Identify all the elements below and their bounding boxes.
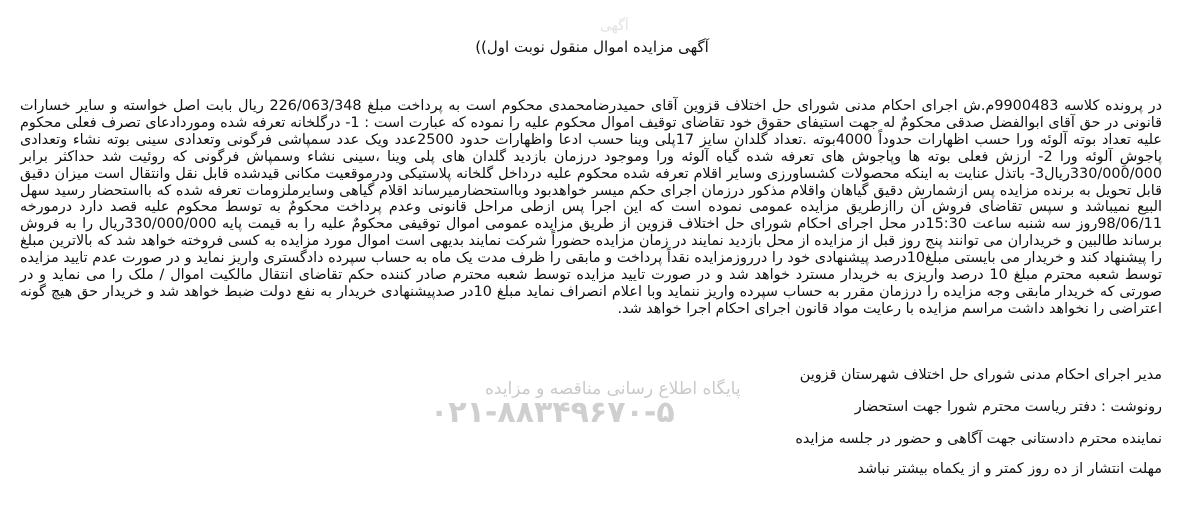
footer-publication-deadline: مهلت انتشار از ده روز کمتر و از یکماه بیشتر نباشد xyxy=(857,461,1162,477)
footer-signatory: مدیر اجرای احکام مدنی شورای حل اختلاف شهرستان قزوین xyxy=(799,367,1162,383)
watermark-top-text: آگهی xyxy=(600,18,629,34)
watermark-phone: ۰۲۱-۸۸۳۴۹۶۷۰-۵ xyxy=(430,395,675,430)
watermark-site-name: پایگاه اطلاع رسانی مناقصه و مزایده xyxy=(485,379,741,399)
footer-copy-to-council: رونوشت : دفتر ریاست محترم شورا جهت استحضار xyxy=(854,399,1162,415)
notice-title: آگهی مزایده اموال منقول نوبت اول)) xyxy=(475,38,709,56)
notice-body: در پرونده کلاسه 9900483م.ش اجرای احکام مدنی شورای حل اختلاف قزوین آقای حمیدرضامحمدی محکوم است به پرداخت مبلغ 226/063/348 ریال بابت اصل خواسته و سایر خسارات قانونی در حق آقای ابوالفضل صدقی محکومٌ له جهت استیفای حقوق خود تقاضای توقیف اموال محکوم علیه را نموده که عبارت است : 1- درگلخانه تعرفه شده وموردادعای تصرف فعلی محکوم علیه تعداد بوته آلوئه ورا حسب اظهارات حدوداً 4000بوته .تعداد گلدان سایز 17پلی وینا حسب ادعا واظهارات حدود 2500عدد ویک عدد سمپاشی فرگونی وتعدادی سینی بوته نشاء وتعدادی پاجوشِ آلوئه ورا 2- ارزش فعلی بوته ها وپاجوش های تعرفه شده گیاه آلوئه ورا وموجود درزمان بازدید گلدان های پلی وینا ،سینی نشاء وسمپاش فرگونی که روئیت شد حداکثر برابر 330/000/000ریال3- باتذل عنایت به اینکه محصولات کشساورزی وسایر اقلام تعرفه شده محکوم علیه درداخل گلخانه پلاستیکی ودرموقعیت مکانی قیدشده قابل نقل وانتقال است میزان دقیق قابل تحویل به برنده مزایده پس ازشمارش دقیق گیاهان واقلام مذکور درزمان اجرای حکم میسر خواهدبود وبااستحضارمیرساند اقلام گیاهی وسایرملزومات تعرفه شده که بااستحضار رسید سهل البیع نمیباشد و سپس تقاضای فروش آن راازطریق مزایده عمومی نموده است که این اجرا پس ازطی مراحل قانونی وعدم پرداخت محکومٌ به توسط محکوم علیه قصد دارد درمورخه 98/06/11روز سه شنبه ساعت 15:30در محل اجرای احکام شورای حل اختلاف قزوین از طریق مزایده عمومی اموال توقیفی محکومٌ علیه را به قیمت پایه 330/000/000ریال را به فروش برساند طالبین و خریداران می توانند پنج روز قبل از مزایده از محل بازدید نمایند در زمان مزایده حضوراً شرکت نمایند بدیهی است اموال مورد مزایده به کسی فروخته خواهد شد که بالاترین مبلغ را پیشنهاد کند و خریدار می بایستی مبلغ10درصد پیشنهادی خود را درروزمزایده نقداً پرداخت و مابقی را ظرف مدت یک ماه به حساب سپرده دادگستری واریز نماید و در صورت عدم تایید مزایده توسط شعبه محترم مبلغ 10 درصد واریزی به خریدار مسترد خواهد شد و در صورت تایید مزایده توسط شعبه محترم صادر کننده حکم تقاضای انتقال مالکیت اموال / ملک را می نماید و در صورتی که خریدار مابقی وجه مزایده را درزمان مقرر به حساب سپرده واریز ننماید وبا اعلام انصراف نماید مبلغ 10در صدپیشنهادی خریدار به نفع دولت ضبط خواهد شد و خریدار حق هیچ گونه اعتراضی را نخواهد داشت مراسم مزایده با رعایت مواد قانون اجرای احکام اجرا خواهد شد. xyxy=(20,98,1163,317)
footer-copy-to-prosecutor: نماینده محترم دادستانی جهت آگاهی و حضور در جلسه مزایده xyxy=(795,431,1162,447)
